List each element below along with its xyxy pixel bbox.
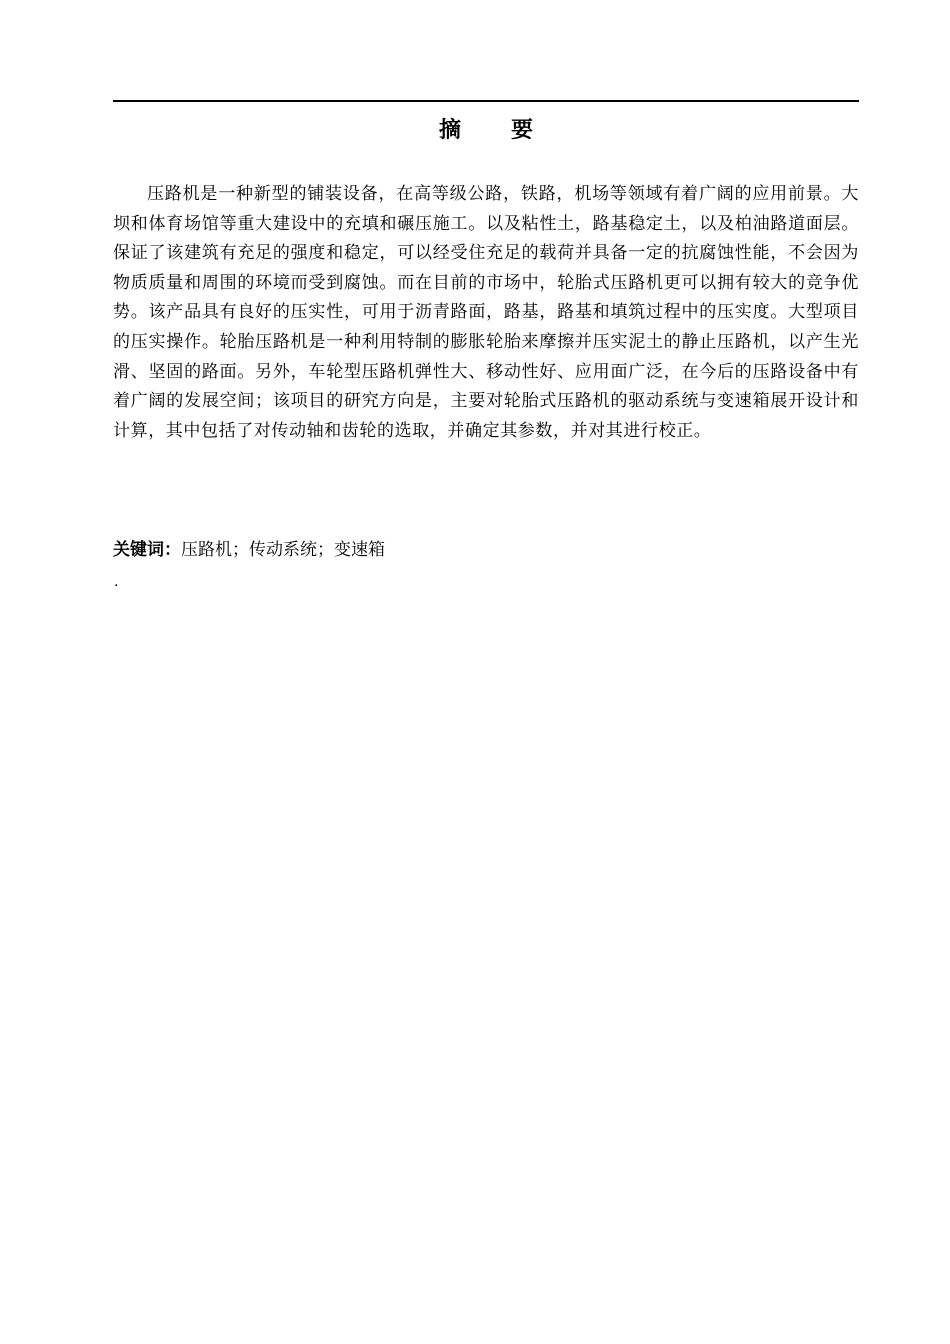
page-title xyxy=(113,116,859,146)
abstract-paragraph: 压路机是一种新型的铺装设备，在高等级公路，铁路，机场等领域有着广阔的应用前景。大坝和体育场馆等重大建设中的充填和碾压施工。以及粘性土，路基稳定土，以及柏油路道面层。保证了该建筑有充足的强度和稳定，可以经受住充足的载荷并具备一定的抗腐蚀性能，不会因为物质质量和周围的环境而受到腐蚀。而在目前的市场中，轮胎式压路机更可以拥有较大的竞争优势。该产品具有良好的压实性，可用于沥青路面，路基，路基和填筑过程中的压实度。大型项目的压实操作。轮胎压路机是一种利用特制的膨胀轮胎来摩擦并压实泥土的静止压路机，以产生光滑、坚固的路面。另外，车轮型压路机弹性大、移动性好、应用面广泛，在今后的压路设备中有着广阔的发展空间；该项目的研究方向是，主要对轮胎式压路机的驱动系统与变速箱展开设计和计算，其中包括了对传动轴和齿轮的选取，并确定其参数，并对其进行校正。 xyxy=(113,184,859,441)
title-char-2: 要 xyxy=(511,118,534,143)
header-rule xyxy=(113,100,859,102)
keywords-label: 关键词： xyxy=(113,540,181,560)
keywords-line xyxy=(113,536,859,564)
trailing-mark: . xyxy=(114,574,119,590)
keywords-value: 压路机；传动系统；变速箱 xyxy=(181,540,385,560)
title-char-1: 摘 xyxy=(438,118,461,143)
